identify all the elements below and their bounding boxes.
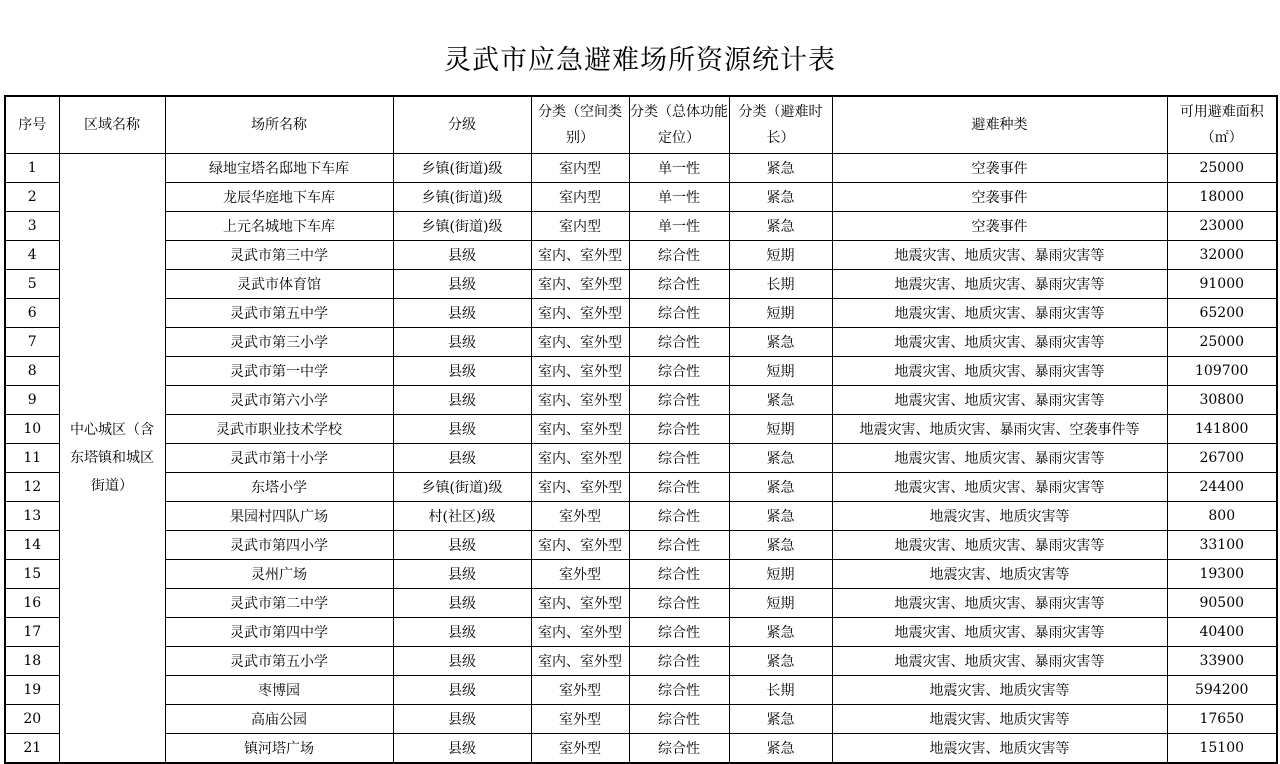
cell-space: 室外型 xyxy=(531,705,629,734)
table-row xyxy=(5,734,1277,764)
cell-area: 90500 xyxy=(1167,589,1277,618)
table-body xyxy=(5,154,1277,764)
cell-area: 25000 xyxy=(1167,154,1277,183)
cell-area: 30800 xyxy=(1167,386,1277,415)
cell-site: 灵武市第十小学 xyxy=(165,444,393,473)
cell-disaster: 地震灾害、地质灾害、暴雨灾害等 xyxy=(832,618,1167,647)
cell-site: 东塔小学 xyxy=(165,473,393,502)
cell-area: 800 xyxy=(1167,502,1277,531)
cell-space: 室内、室外型 xyxy=(531,357,629,386)
cell-index: 17 xyxy=(5,618,59,647)
cell-function: 综合性 xyxy=(629,676,729,705)
cell-index: 19 xyxy=(5,676,59,705)
cell-disaster: 地震灾害、地质灾害、暴雨灾害等 xyxy=(832,328,1167,357)
table-header-row xyxy=(5,96,1277,154)
cell-function: 综合性 xyxy=(629,299,729,328)
cell-function: 单一性 xyxy=(629,154,729,183)
cell-area: 40400 xyxy=(1167,618,1277,647)
cell-space: 室内、室外型 xyxy=(531,241,629,270)
cell-disaster: 地震灾害、地质灾害、暴雨灾害、空袭事件等 xyxy=(832,415,1167,444)
cell-duration: 短期 xyxy=(729,415,832,444)
cell-disaster: 地震灾害、地质灾害、暴雨灾害等 xyxy=(832,589,1167,618)
cell-space: 室内、室外型 xyxy=(531,299,629,328)
table-row xyxy=(5,386,1277,415)
cell-disaster: 地震灾害、地质灾害等 xyxy=(832,676,1167,705)
cell-space: 室外型 xyxy=(531,560,629,589)
cell-disaster: 地震灾害、地质灾害等 xyxy=(832,560,1167,589)
table-row xyxy=(5,676,1277,705)
cell-disaster: 地震灾害、地质灾害、暴雨灾害等 xyxy=(832,444,1167,473)
cell-area: 33900 xyxy=(1167,647,1277,676)
cell-duration: 紧急 xyxy=(729,444,832,473)
cell-site: 灵武市第三中学 xyxy=(165,241,393,270)
cell-index: 6 xyxy=(5,299,59,328)
cell-level: 县级 xyxy=(393,734,531,764)
cell-level: 乡镇(街道)级 xyxy=(393,183,531,212)
cell-function: 综合性 xyxy=(629,270,729,299)
header-area: 可用避难面积（㎡） xyxy=(1167,96,1277,154)
cell-index: 15 xyxy=(5,560,59,589)
cell-function: 单一性 xyxy=(629,183,729,212)
cell-space: 室内、室外型 xyxy=(531,473,629,502)
header-function: 分类（总体功能定位） xyxy=(629,96,729,154)
page-title: 灵武市应急避难场所资源统计表 xyxy=(444,45,836,76)
cell-disaster: 地震灾害、地质灾害、暴雨灾害等 xyxy=(832,386,1167,415)
cell-function: 综合性 xyxy=(629,502,729,531)
header-index: 序号 xyxy=(5,96,59,154)
cell-level: 县级 xyxy=(393,270,531,299)
cell-area: 17650 xyxy=(1167,705,1277,734)
cell-level: 县级 xyxy=(393,531,531,560)
cell-function: 综合性 xyxy=(629,618,729,647)
cell-index: 21 xyxy=(5,734,59,764)
cell-function: 综合性 xyxy=(629,705,729,734)
cell-function: 综合性 xyxy=(629,328,729,357)
cell-disaster: 地震灾害、地质灾害、暴雨灾害等 xyxy=(832,531,1167,560)
cell-disaster: 地震灾害、地质灾害、暴雨灾害等 xyxy=(832,299,1167,328)
cell-space: 室内、室外型 xyxy=(531,618,629,647)
cell-disaster: 地震灾害、地质灾害等 xyxy=(832,705,1167,734)
cell-function: 综合性 xyxy=(629,473,729,502)
cell-space: 室内、室外型 xyxy=(531,270,629,299)
table-row xyxy=(5,154,1277,183)
cell-function: 单一性 xyxy=(629,212,729,241)
cell-duration: 长期 xyxy=(729,676,832,705)
cell-area: 594200 xyxy=(1167,676,1277,705)
cell-space: 室内、室外型 xyxy=(531,415,629,444)
cell-site: 绿地宝塔名邸地下车库 xyxy=(165,154,393,183)
cell-level: 县级 xyxy=(393,241,531,270)
cell-site: 灵州广场 xyxy=(165,560,393,589)
cell-space: 室内、室外型 xyxy=(531,386,629,415)
header-site: 场所名称 xyxy=(165,96,393,154)
table-row xyxy=(5,270,1277,299)
cell-space: 室内、室外型 xyxy=(531,647,629,676)
cell-function: 综合性 xyxy=(629,589,729,618)
cell-index: 2 xyxy=(5,183,59,212)
cell-area: 15100 xyxy=(1167,734,1277,764)
cell-duration: 紧急 xyxy=(729,531,832,560)
cell-index: 14 xyxy=(5,531,59,560)
cell-duration: 紧急 xyxy=(729,328,832,357)
table-row xyxy=(5,299,1277,328)
cell-disaster: 地震灾害、地质灾害、暴雨灾害等 xyxy=(832,270,1167,299)
cell-space: 室外型 xyxy=(531,734,629,764)
cell-duration: 短期 xyxy=(729,299,832,328)
cell-site: 灵武市第二中学 xyxy=(165,589,393,618)
cell-function: 综合性 xyxy=(629,386,729,415)
cell-index: 16 xyxy=(5,589,59,618)
cell-duration: 短期 xyxy=(729,241,832,270)
cell-site: 灵武市体育馆 xyxy=(165,270,393,299)
cell-index: 3 xyxy=(5,212,59,241)
table-row xyxy=(5,357,1277,386)
cell-level: 县级 xyxy=(393,647,531,676)
cell-index: 8 xyxy=(5,357,59,386)
table-row xyxy=(5,328,1277,357)
cell-level: 乡镇(街道)级 xyxy=(393,154,531,183)
cell-area: 26700 xyxy=(1167,444,1277,473)
cell-space: 室内型 xyxy=(531,183,629,212)
cell-level: 县级 xyxy=(393,589,531,618)
cell-space: 室内型 xyxy=(531,154,629,183)
cell-duration: 紧急 xyxy=(729,154,832,183)
header-duration: 分类（避难时长） xyxy=(729,96,832,154)
cell-area: 109700 xyxy=(1167,357,1277,386)
cell-disaster: 空袭事件 xyxy=(832,154,1167,183)
cell-disaster: 地震灾害、地质灾害等 xyxy=(832,734,1167,764)
cell-level: 县级 xyxy=(393,444,531,473)
cell-duration: 紧急 xyxy=(729,386,832,415)
cell-site: 灵武市第五中学 xyxy=(165,299,393,328)
cell-index: 1 xyxy=(5,154,59,183)
table-row xyxy=(5,618,1277,647)
cell-area: 18000 xyxy=(1167,183,1277,212)
cell-index: 10 xyxy=(5,415,59,444)
cell-site: 灵武市第三小学 xyxy=(165,328,393,357)
cell-site: 灵武市第一中学 xyxy=(165,357,393,386)
cell-level: 县级 xyxy=(393,415,531,444)
cell-function: 综合性 xyxy=(629,415,729,444)
cell-index: 11 xyxy=(5,444,59,473)
cell-duration: 紧急 xyxy=(729,734,832,764)
cell-space: 室内、室外型 xyxy=(531,444,629,473)
cell-duration: 紧急 xyxy=(729,618,832,647)
cell-function: 综合性 xyxy=(629,241,729,270)
cell-site: 灵武市第四小学 xyxy=(165,531,393,560)
cell-area: 23000 xyxy=(1167,212,1277,241)
table-row xyxy=(5,531,1277,560)
cell-index: 7 xyxy=(5,328,59,357)
table-row xyxy=(5,560,1277,589)
cell-index: 9 xyxy=(5,386,59,415)
cell-duration: 紧急 xyxy=(729,647,832,676)
cell-level: 县级 xyxy=(393,357,531,386)
cell-district: 中心城区（含东塔镇和城区街道） xyxy=(59,154,165,764)
cell-level: 县级 xyxy=(393,618,531,647)
cell-site: 灵武市第五小学 xyxy=(165,647,393,676)
table-row xyxy=(5,502,1277,531)
cell-site: 灵武市第六小学 xyxy=(165,386,393,415)
header-level: 分级 xyxy=(393,96,531,154)
cell-area: 141800 xyxy=(1167,415,1277,444)
cell-disaster: 地震灾害、地质灾害、暴雨灾害等 xyxy=(832,473,1167,502)
cell-index: 20 xyxy=(5,705,59,734)
cell-function: 综合性 xyxy=(629,531,729,560)
cell-function: 综合性 xyxy=(629,734,729,764)
cell-disaster: 空袭事件 xyxy=(832,183,1167,212)
cell-area: 32000 xyxy=(1167,241,1277,270)
cell-site: 上元名城地下车库 xyxy=(165,212,393,241)
cell-area: 24400 xyxy=(1167,473,1277,502)
cell-level: 县级 xyxy=(393,560,531,589)
cell-space: 室内型 xyxy=(531,212,629,241)
table-row xyxy=(5,183,1277,212)
cell-duration: 短期 xyxy=(729,589,832,618)
cell-level: 村(社区)级 xyxy=(393,502,531,531)
cell-index: 13 xyxy=(5,502,59,531)
cell-function: 综合性 xyxy=(629,560,729,589)
cell-level: 县级 xyxy=(393,328,531,357)
cell-level: 县级 xyxy=(393,386,531,415)
cell-function: 综合性 xyxy=(629,647,729,676)
table-row xyxy=(5,705,1277,734)
cell-disaster: 地震灾害、地质灾害、暴雨灾害等 xyxy=(832,647,1167,676)
cell-level: 乡镇(街道)级 xyxy=(393,473,531,502)
header-space: 分类（空间类别） xyxy=(531,96,629,154)
cell-area: 33100 xyxy=(1167,531,1277,560)
header-disaster: 避难种类 xyxy=(832,96,1167,154)
cell-duration: 紧急 xyxy=(729,212,832,241)
cell-duration: 长期 xyxy=(729,270,832,299)
cell-site: 果园村四队广场 xyxy=(165,502,393,531)
table-row xyxy=(5,241,1277,270)
cell-function: 综合性 xyxy=(629,357,729,386)
cell-area: 19300 xyxy=(1167,560,1277,589)
cell-disaster: 地震灾害、地质灾害、暴雨灾害等 xyxy=(832,357,1167,386)
cell-space: 室外型 xyxy=(531,676,629,705)
cell-duration: 短期 xyxy=(729,357,832,386)
cell-duration: 短期 xyxy=(729,560,832,589)
cell-area: 91000 xyxy=(1167,270,1277,299)
table-row xyxy=(5,444,1277,473)
cell-index: 4 xyxy=(5,241,59,270)
cell-disaster: 地震灾害、地质灾害等 xyxy=(832,502,1167,531)
cell-space: 室内、室外型 xyxy=(531,531,629,560)
header-district: 区域名称 xyxy=(59,96,165,154)
cell-area: 25000 xyxy=(1167,328,1277,357)
cell-index: 12 xyxy=(5,473,59,502)
cell-site: 灵武市职业技术学校 xyxy=(165,415,393,444)
cell-site: 龙辰华庭地下车库 xyxy=(165,183,393,212)
cell-area: 65200 xyxy=(1167,299,1277,328)
table-row xyxy=(5,647,1277,676)
cell-site: 枣博园 xyxy=(165,676,393,705)
cell-level: 县级 xyxy=(393,705,531,734)
cell-index: 5 xyxy=(5,270,59,299)
cell-level: 县级 xyxy=(393,299,531,328)
cell-level: 县级 xyxy=(393,676,531,705)
cell-duration: 紧急 xyxy=(729,502,832,531)
table-row xyxy=(5,473,1277,502)
table-row xyxy=(5,415,1277,444)
cell-space: 室外型 xyxy=(531,502,629,531)
cell-space: 室内、室外型 xyxy=(531,328,629,357)
table-row xyxy=(5,212,1277,241)
cell-function: 综合性 xyxy=(629,444,729,473)
cell-duration: 紧急 xyxy=(729,705,832,734)
cell-site: 镇河塔广场 xyxy=(165,734,393,764)
cell-level: 乡镇(街道)级 xyxy=(393,212,531,241)
cell-duration: 紧急 xyxy=(729,473,832,502)
cell-duration: 紧急 xyxy=(729,183,832,212)
cell-index: 18 xyxy=(5,647,59,676)
cell-space: 室内、室外型 xyxy=(531,589,629,618)
cell-disaster: 空袭事件 xyxy=(832,212,1167,241)
shelter-resource-table xyxy=(4,95,1278,764)
cell-site: 灵武市第四中学 xyxy=(165,618,393,647)
table-row xyxy=(5,589,1277,618)
cell-site: 高庙公园 xyxy=(165,705,393,734)
cell-disaster: 地震灾害、地质灾害、暴雨灾害等 xyxy=(832,241,1167,270)
